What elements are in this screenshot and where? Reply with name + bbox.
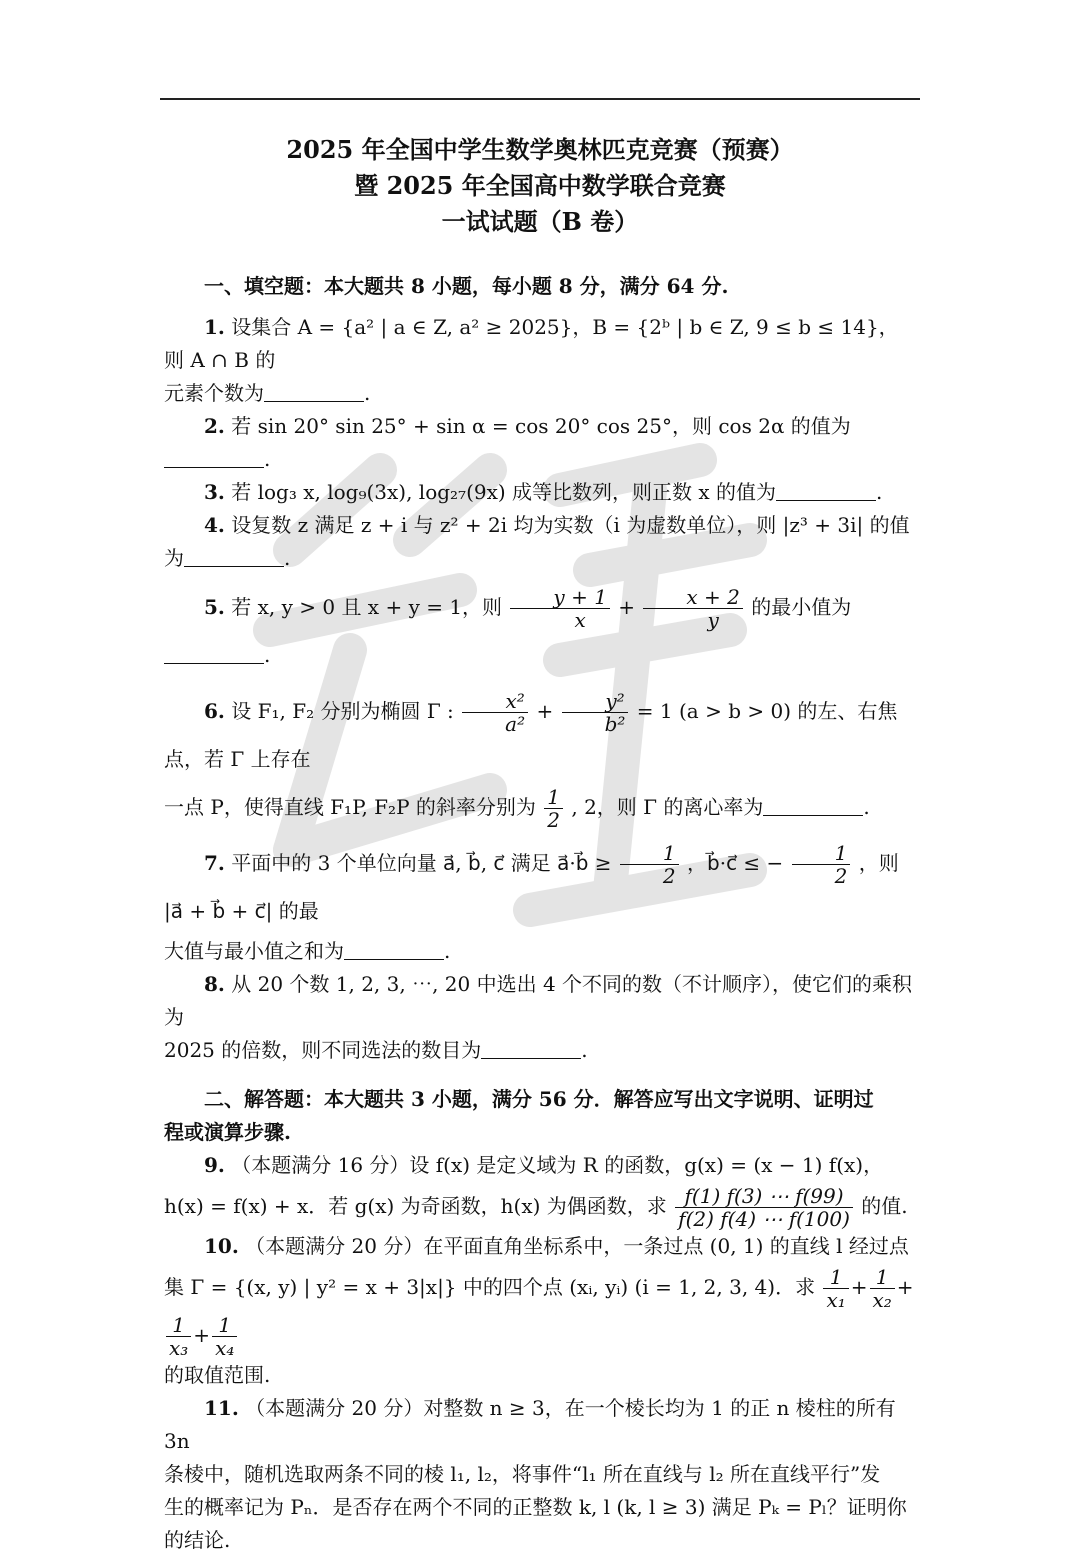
q2-text: 若 sin 20° sin 25° + sin α = cos 20° cos 25°，则 cos 2α 的值为 [231,414,851,438]
q7-text-pre: 平面中的 3 个单位向量 a⃗, b⃗, c⃗ 满足 a⃗·b⃗ ≥ [231,851,612,875]
question-10 [164,1230,916,1263]
q10-f1-denominator: x₁ [826,1288,846,1312]
question-1-cont [164,377,916,410]
q10-plus-3: + [193,1323,211,1347]
question-11-line2: 条棱中，随机选取两条不同的棱 l₁, l₂，将事件“l₁ 所在直线与 l₂ 所在直线平行”发 [164,1462,881,1486]
q6-f2-numerator: y² [562,690,629,713]
q10-f4-denominator: x₄ [215,1336,235,1360]
q6-f2-denominator: b² [604,712,626,736]
q8-number: 8. [204,972,225,996]
q7-fraction-2 [792,842,851,887]
q9-text-line1: （本题满分 16 分）设 f(x) 是定义域为 R 的函数，g(x) = (x − 1) f(x)， [231,1153,884,1177]
q5-number: 5. [204,595,225,619]
question-8-cont [164,1034,916,1067]
q9-fraction [675,1185,853,1230]
question-10-cont [164,1263,916,1359]
q6-number: 6. [204,699,225,723]
q7-line2: 大值与最小值之和为 [164,939,344,963]
q7-end: . [444,939,451,963]
q6-f3-denominator: 2 [547,808,560,832]
section-2-heading-cont: 程或演算步骤. [164,1120,291,1144]
q10-f4-numerator: 1 [212,1314,237,1337]
q6-fraction-2 [562,690,629,735]
q6-f3-numerator: 1 [544,786,563,809]
q5-f2-numerator: x + 2 [643,586,742,609]
q7-text-mid: ，b⃗·c⃗ ≤ − [687,851,784,875]
q6-end: . [863,795,870,819]
question-4 [164,509,916,542]
q10-fraction-1 [823,1266,848,1311]
title-line-3: 一试试题（B 卷） [441,207,639,236]
exam-paper [164,132,916,1557]
q6-line2-pre: 一点 P，使得直线 F₁P, F₂P 的斜率分别为 [164,795,536,819]
q8-end: . [581,1038,588,1062]
q3-end: . [876,480,883,504]
q7-f1-denominator: 2 [662,864,676,888]
q10-f3-numerator: 1 [166,1314,191,1337]
q11-number: 11. [204,1396,239,1420]
title-line-1: 2025 年全国中学生数学奥林匹克竞赛（预赛） [286,135,794,164]
q5-f1-numerator: y + 1 [510,586,610,609]
question-8 [164,968,916,1034]
q6-f1-numerator: x² [462,690,528,713]
question-9 [164,1149,916,1182]
top-rule [160,98,920,100]
q9-number: 9. [204,1153,225,1177]
q6-plus: + [536,699,554,723]
q6-f1-denominator: a² [505,712,526,736]
q6-text-post: = 1 (a > b > 0) 的左、右焦点，若 Γ 上存在 [164,699,898,771]
question-7 [164,839,916,935]
question-6-cont [164,783,916,831]
q2-number: 2. [204,414,225,438]
q5-end: . [264,643,271,667]
q8-text-line1: 从 20 个数 1, 2, 3, ⋯, 20 中选出 4 个不同的数（不计顺序），使它们的乘积为 [164,972,913,1029]
q5-f2-denominator: y [707,608,719,632]
q1-text-line1: 设集合 A = {a² | a ∈ Z, a² ≥ 2025}，B = {2ᵇ | b ∈ Z, 9 ≤ b ≤ 14}，则 A ∩ B 的 [164,315,899,372]
q5-fraction-1 [510,586,610,631]
q9-line2-pre: h(x) = f(x) + x．若 g(x) 为奇函数，h(x) 为偶函数，求 [164,1194,667,1218]
question-1 [164,311,916,377]
q6-answer-blank [763,795,863,816]
q10-number: 10. [204,1234,239,1258]
q5-text-post: 的最小值为 [751,595,852,619]
q8-text-line2: 2025 的倍数，则不同选法的数目为 [164,1038,482,1062]
q9-denominator: f(2) f(4) ⋯ f(100) [678,1207,850,1231]
q10-fraction-4 [212,1314,237,1359]
q7-f2-denominator: 2 [834,864,848,888]
q4-end: . [284,546,291,570]
q5-answer-blank [164,643,264,664]
exam-title [164,132,916,240]
title-line-2: 暨 2025 年全国高中数学联合竞赛 [354,171,726,200]
question-9-cont [164,1182,916,1230]
q6-line2-mid: , 2，则 Γ 的离心率为 [571,795,764,819]
question-3 [164,476,916,509]
q5-f1-denominator: x [574,608,586,632]
section-1-heading: 一、填空题：本大题共 8 小题，每小题 8 分，满分 64 分. [204,274,729,298]
q4-text-line2: 为 [164,546,184,570]
question-7-cont [164,935,916,968]
question-11 [164,1392,916,1458]
question-11-line4: 的结论. [164,1528,231,1552]
q2-answer-blank [164,447,264,468]
q1-end: . [364,381,371,405]
question-2 [164,410,916,476]
q3-text: 若 log₃ x, log₉(3x), log₂₇(9x) 成等比数列，则正数 x 的值为 [231,480,777,504]
q6-fraction-1 [462,690,528,735]
q10-f2-numerator: 1 [870,1266,895,1289]
question-5 [164,583,916,679]
q8-answer-blank [481,1038,581,1059]
q2-end: . [264,447,271,471]
q10-line2-pre: 集 Γ = {(x, y) | y² = x + 3|x|} 中的四个点 (xᵢ, yᵢ) (i = 1, 2, 3, 4)．求 [164,1275,816,1299]
q4-answer-blank [184,546,284,567]
question-11-line3: 生的概率记为 Pₙ．是否存在两个不同的正整数 k, l (k, l ≥ 3) 满足 Pₖ = Pₗ？证明你 [164,1495,907,1519]
q1-answer-blank [264,381,364,402]
q10-plus-1: + [850,1275,868,1299]
q10-f2-denominator: x₂ [872,1288,892,1312]
q7-text-post: ，则 |a⃗ + b⃗ + c⃗| 的最 [164,851,899,923]
q4-number: 4. [204,513,225,537]
q3-number: 3. [204,480,225,504]
q5-text-pre: 若 x, y > 0 且 x + y = 1，则 [231,595,503,619]
q10-f3-denominator: x₃ [169,1336,189,1360]
q7-fraction-1 [620,842,679,887]
q7-answer-blank [344,939,444,960]
q5-plus: + [618,595,636,619]
q10-plus-2: + [896,1275,914,1299]
q5-fraction-2 [643,586,742,631]
q7-f2-numerator: 1 [792,842,851,865]
question-4-cont [164,542,916,575]
q6-text-pre: 设 F₁, F₂ 分别为椭圆 Γ : [231,699,454,723]
q10-text-line1: （本题满分 20 分）在平面直角坐标系中，一条过点 (0, 1) 的直线 l 经过点 [245,1234,909,1258]
question-10-end: 的取值范围. [164,1363,271,1387]
q10-f1-numerator: 1 [823,1266,848,1289]
q9-text-post: 的值. [861,1194,908,1218]
q9-numerator: f(1) f(3) ⋯ f(99) [675,1185,853,1208]
q6-fraction-3 [544,786,563,831]
section-2-heading: 二、解答题：本大题共 3 小题，满分 56 分．解答应写出文字说明、证明过 [204,1087,874,1111]
q7-f1-numerator: 1 [620,842,679,865]
q7-number: 7. [204,851,225,875]
question-6 [164,687,916,783]
q11-text-line1: （本题满分 20 分）对整数 n ≥ 3，在一个棱长均为 1 的正 n 棱柱的所有 3n [164,1396,896,1453]
q4-text-line1: 设复数 z 满足 z + i 与 z² + 2i 均为实数（i 为虚数单位），则 |z³ + 3i| 的值 [231,513,910,537]
q10-fraction-2 [870,1266,895,1311]
q3-answer-blank [776,480,876,501]
q1-number: 1. [204,315,225,339]
q1-text-line2: 元素个数为 [164,381,264,405]
q10-fraction-3 [166,1314,191,1359]
